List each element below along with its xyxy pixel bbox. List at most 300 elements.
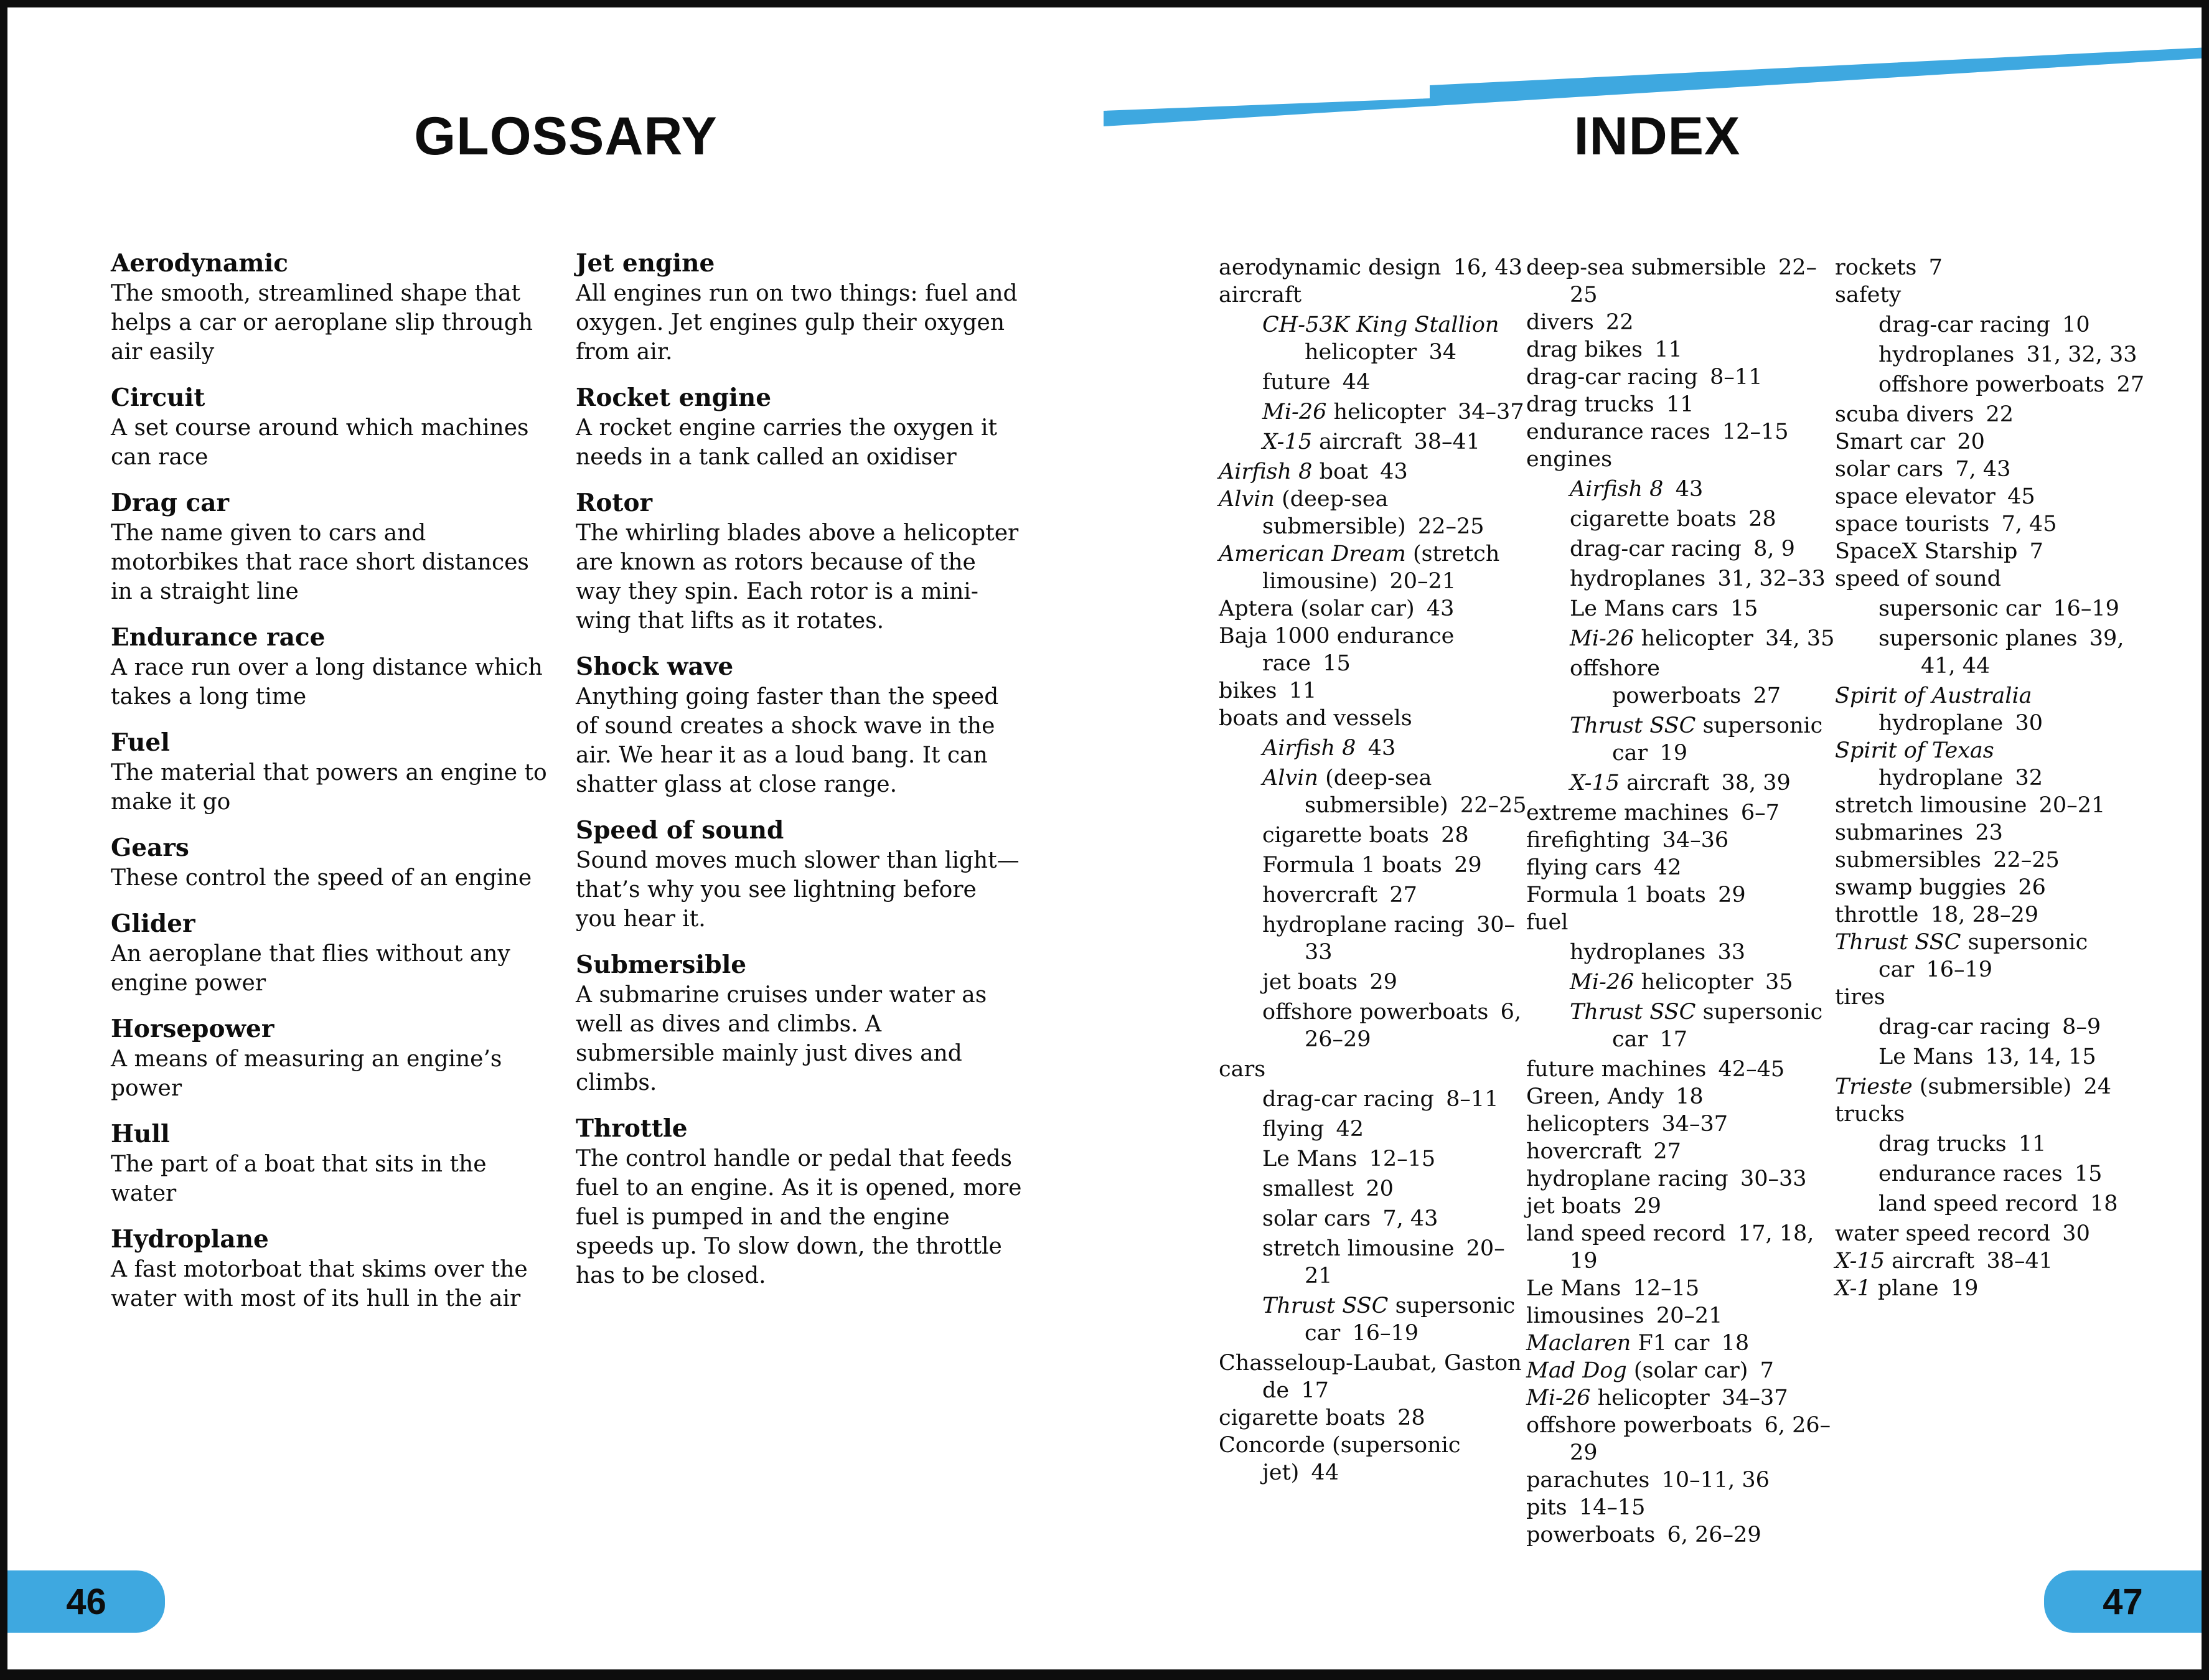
index-entry <box>1219 1115 1527 1143</box>
index-entry-pages: 43 <box>1380 459 1408 484</box>
index-entry <box>1526 309 1835 336</box>
index-entry <box>1219 398 1527 426</box>
index-entry-vehicle-name: Alvin <box>1262 766 1318 791</box>
index-entry <box>1219 1086 1527 1113</box>
index-entry <box>1526 799 1835 827</box>
index-entry-pages: 30 <box>2015 711 2043 736</box>
index-entry-text: flying cars <box>1526 855 1642 880</box>
index-column-3 <box>1835 254 2160 1302</box>
glossary-entry <box>576 487 1024 636</box>
index-entry <box>1526 827 1835 854</box>
index-entry-pages: 6, 26–29 <box>1305 1000 1521 1052</box>
glossary-column-1 <box>111 248 554 1329</box>
index-entry <box>1219 822 1527 849</box>
index-entry <box>1219 705 1527 732</box>
glossary-term: Throttle <box>576 1114 688 1143</box>
index-entry-text: Baja 1000 endurance race <box>1219 624 1455 676</box>
index-entry <box>1526 418 1835 446</box>
index-entry <box>1835 1100 2160 1128</box>
glossary-entry <box>576 949 1024 1097</box>
index-entry-pages: 24 <box>2083 1074 2111 1099</box>
glossary-definition: A rocket engine carries the oxygen it needs in a tank called an oxidiser <box>576 415 997 470</box>
index-entry <box>1526 1357 1835 1384</box>
index-entry <box>1835 983 2160 1011</box>
index-entry-text: solar cars <box>1262 1206 1371 1231</box>
index-entry-vehicle-name: X-1 <box>1835 1276 1871 1301</box>
index-entry <box>1526 1275 1835 1302</box>
index-entry-text: endurance races <box>1526 420 1710 444</box>
index-entry <box>1526 446 1835 473</box>
index-entry <box>1219 677 1527 705</box>
index-entry-pages: 43 <box>1367 736 1396 761</box>
index-entry <box>1835 1275 2160 1302</box>
index-column-1 <box>1219 254 1527 1486</box>
index-entry-text: Aptera (solar car) <box>1219 596 1415 621</box>
index-entry-pages: 18 <box>2089 1191 2118 1216</box>
index-entry <box>1526 1220 1835 1275</box>
index-entry <box>1219 1292 1527 1347</box>
glossary-definition: The name given to cars and motorbikes that race short distances in a straight line <box>111 520 529 604</box>
index-entry-pages: 11 <box>1288 678 1317 703</box>
index-entry-text: aircraft <box>1219 283 1302 307</box>
index-entry-pages: 34–37 <box>1722 1386 1788 1410</box>
index-entry <box>1219 540 1527 595</box>
index-entry-text: hydroplanes <box>1570 940 1706 965</box>
index-entry <box>1835 682 2160 737</box>
index-entry-vehicle-name: Airfish 8 <box>1262 736 1356 761</box>
index-entry-text: tires <box>1835 985 1885 1010</box>
index-entry-pages: 28 <box>1441 823 1469 848</box>
glossary-entry <box>111 487 554 606</box>
index-entry-pages: 22–25 <box>1993 848 2060 873</box>
glossary-entry <box>111 622 554 711</box>
index-entry-text: solar cars <box>1835 457 1944 482</box>
index-entry <box>1835 565 2160 593</box>
index-entry-text: land speed record <box>1878 1191 2078 1216</box>
index-entry-text: divers <box>1526 310 1594 335</box>
index-entry <box>1219 1235 1527 1290</box>
glossary-definition: The smooth, streamlined shape that helps a car or aeroplane slip through air easily <box>111 281 533 365</box>
index-entry-pages: 43 <box>1426 596 1455 621</box>
glossary-definition: A set course around which machines can race <box>111 415 529 470</box>
index-entry-text: powerboats <box>1526 1523 1656 1547</box>
index-entry <box>1219 1349 1527 1404</box>
index-entry-vehicle-name: Trieste <box>1835 1074 1913 1099</box>
index-entry <box>1219 1145 1527 1173</box>
glossary-entry <box>576 382 1024 472</box>
index-entry-text: SpaceX Starship <box>1835 539 2018 564</box>
glossary-term: Gears <box>111 833 189 862</box>
index-entry-text: pits <box>1526 1495 1567 1520</box>
index-entry-pages: 29 <box>1454 853 1482 878</box>
index-entry-text: Le Mans cars <box>1570 596 1719 621</box>
index-entry-text: space elevator <box>1835 484 1996 509</box>
glossary-definition: Anything going faster than the speed of sound creates a shock wave in the air. We hear it as a loud bang. It can shatter glass at close range. <box>576 684 999 797</box>
glossary-column-2 <box>576 248 1024 1306</box>
index-entry-pages: 22–25 <box>1417 514 1484 539</box>
index-entry-pages: 23 <box>1975 820 2003 845</box>
index-entry <box>1835 341 2160 368</box>
index-entry-pages: 27 <box>1653 1139 1681 1164</box>
index-entry-pages: 20–21 <box>1305 1236 1505 1288</box>
glossary-term: Glider <box>111 909 195 938</box>
glossary-term: Circuit <box>111 383 205 412</box>
index-entry-pages: 18 <box>1676 1084 1704 1109</box>
glossary-term: Speed of sound <box>576 816 784 845</box>
index-entry-pages: 38, 39 <box>1721 771 1791 795</box>
index-entry-text: throttle <box>1835 903 1919 927</box>
index-entry <box>1835 281 2160 309</box>
index-entry-pages: 43 <box>1675 477 1704 502</box>
index-entry-pages: 12–15 <box>1369 1147 1436 1171</box>
index-entry <box>1835 510 2160 538</box>
glossary-term: Hydroplane <box>111 1225 269 1254</box>
glossary-definition: All engines run on two things: fuel and oxygen. Jet engines gulp their oxygen from air. <box>576 281 1018 365</box>
index-entry-pages: 11 <box>1654 337 1682 362</box>
index-entry-text: Chasseloup-Laubat, Gaston de <box>1219 1351 1522 1403</box>
index-entry-text: helicopter <box>1326 400 1446 425</box>
index-entry <box>1219 486 1527 540</box>
index-entry-text: drag-car racing <box>1878 1015 2050 1039</box>
index-entry-pages: 7, 45 <box>2001 512 2057 537</box>
index-entry-pages: 15 <box>1730 596 1758 621</box>
index-entry <box>1526 535 1835 563</box>
index-entry-pages: 28 <box>1748 507 1776 532</box>
glossary-term: Aerodynamic <box>111 249 289 278</box>
index-entry <box>1526 254 1835 309</box>
index-entry <box>1835 792 2160 819</box>
index-entry-pages: 45 <box>2007 484 2035 509</box>
index-entry-text: drag-car racing <box>1570 537 1742 561</box>
index-entry <box>1526 1165 1835 1193</box>
index-entry-text: helicopter <box>1634 626 1753 651</box>
index-entry-text: hydroplane racing <box>1262 913 1465 937</box>
index-entry-text: space tourists <box>1835 512 1990 537</box>
index-entry-pages: 17, 18, 19 <box>1570 1221 1814 1274</box>
glossary-entry <box>111 1224 554 1313</box>
index-entry <box>1219 969 1527 996</box>
index-entry <box>1835 1013 2160 1041</box>
index-entry <box>1219 281 1527 309</box>
index-entry-pages: 8–11 <box>1710 365 1763 390</box>
index-entry-text: jet boats <box>1262 970 1358 995</box>
glossary-definition: The part of a boat that sits in the water <box>111 1152 487 1206</box>
index-entry <box>1526 1083 1835 1110</box>
index-entry-vehicle-name: Mi-26 <box>1526 1386 1591 1410</box>
index-entry-pages: 22–25 <box>1570 255 1817 307</box>
glossary-definition: Sound moves much slower than light—that’s why you see lightning before you hear it. <box>576 848 1020 932</box>
glossary-entry <box>576 651 1024 799</box>
index-entry <box>1219 254 1527 281</box>
index-entry <box>1526 1110 1835 1138</box>
index-entry-text: boats and vessels <box>1219 706 1412 731</box>
index-entry-pages: 20–21 <box>1389 569 1456 594</box>
index-entry-pages: 33 <box>1717 940 1745 965</box>
index-entry <box>1835 1130 2160 1158</box>
glossary-entry <box>111 1013 554 1103</box>
left-page-number-badge <box>7 1570 165 1633</box>
index-entry-text: cigarette boats <box>1219 1405 1386 1430</box>
index-entry <box>1219 368 1527 396</box>
index-entry-pages: 11 <box>2018 1132 2047 1157</box>
glossary-term: Drag car <box>111 489 230 517</box>
index-entry-pages: 8, 9 <box>1753 537 1795 561</box>
index-entry <box>1835 456 2160 483</box>
index-entry-text: drag bikes <box>1526 337 1643 362</box>
index-entry-pages: 6–7 <box>1740 800 1780 825</box>
index-entry-pages: 15 <box>1323 651 1351 676</box>
index-entry <box>1219 1432 1527 1486</box>
index-entry-vehicle-name: Maclaren <box>1526 1331 1631 1356</box>
index-entry-vehicle-name: Thrust SSC <box>1835 930 1961 955</box>
index-entry <box>1835 1220 2160 1247</box>
right-page-number: 47 <box>2103 1581 2143 1622</box>
index-entry-vehicle-name: X-15 <box>1570 771 1620 795</box>
glossary-page-title: GLOSSARY <box>414 106 718 166</box>
glossary-entry <box>111 248 554 367</box>
index-entry <box>1526 998 1835 1053</box>
right-page-number-badge <box>2044 1570 2202 1633</box>
index-entry <box>1526 1384 1835 1412</box>
index-entry <box>1526 565 1835 593</box>
glossary-definition: An aeroplane that flies without any engine power <box>111 941 510 996</box>
index-entry-pages: 30–33 <box>1305 913 1516 965</box>
index-entry-pages: 32 <box>2015 766 2043 791</box>
index-entry <box>1526 1466 1835 1494</box>
index-entry-text: supersonic planes <box>1878 626 2078 651</box>
index-entry-text: future machines <box>1526 1057 1707 1082</box>
index-entry <box>1835 847 2160 874</box>
index-entry <box>1526 969 1835 996</box>
index-entry <box>1219 1175 1527 1203</box>
index-entry-text: F1 car <box>1631 1331 1710 1356</box>
index-entry-pages: 6, 26–29 <box>1570 1413 1831 1465</box>
index-entry-text: safety <box>1835 283 1902 307</box>
index-entry-text: smallest <box>1262 1176 1354 1201</box>
index-entry <box>1219 595 1527 622</box>
index-entry-text: plane <box>1870 1276 1939 1301</box>
index-entry-pages: 22 <box>1986 402 2014 427</box>
index-entry-text: offshore powerboats <box>1262 1000 1489 1025</box>
index-entry-pages: 42 <box>1336 1117 1364 1142</box>
glossary-definition: A means of measuring an engine’s power <box>111 1046 502 1101</box>
index-entry-vehicle-name: Mi-26 <box>1570 970 1634 995</box>
index-entry-text: supersonic car <box>1612 1000 1823 1052</box>
index-entry-pages: 34–36 <box>1662 828 1729 853</box>
index-entry-text: Le Mans <box>1262 1147 1358 1171</box>
index-entry <box>1835 929 2160 983</box>
index-entry-pages: 27 <box>1389 883 1417 908</box>
index-entry-pages: 17 <box>1301 1378 1329 1403</box>
index-entry-text: offshore powerboats <box>1878 372 2105 397</box>
index-entry-pages: 8–11 <box>1446 1087 1499 1112</box>
index-entry-pages: 30 <box>2062 1221 2090 1246</box>
index-entry-text: speed of sound <box>1835 566 2001 591</box>
index-entry <box>1526 655 1835 710</box>
index-entry-text: bikes <box>1219 678 1277 703</box>
index-entry-pages: 14–15 <box>1578 1495 1646 1520</box>
glossary-term: Horsepower <box>111 1015 274 1043</box>
index-entry-pages: 22 <box>1606 310 1634 335</box>
index-entry-text: offshore powerboats <box>1570 656 1742 708</box>
index-entry-pages: 18 <box>1721 1331 1750 1356</box>
glossary-definition: The whirling blades above a helicopter are known as rotors because of the way they spin. Each rotor is a mini-wing that lifts as it rotates. <box>576 520 1019 634</box>
index-entry-text: aircraft <box>1885 1249 1975 1274</box>
index-entry-text: (deep-sea submersible) <box>1305 766 1448 818</box>
index-entry-text: helicopter <box>1590 1386 1710 1410</box>
index-entry-text: Concorde (supersonic jet) <box>1219 1433 1461 1485</box>
index-entry <box>1835 483 2160 510</box>
index-entry-pages: 10 <box>2062 312 2090 337</box>
index-entry-text: (solar car) <box>1626 1358 1748 1383</box>
index-entry-pages: 20 <box>1366 1176 1394 1201</box>
index-column-2 <box>1526 254 1835 1549</box>
glossary-definition: These control the speed of an engine <box>111 865 532 891</box>
index-entry <box>1835 1043 2160 1071</box>
index-entry <box>1219 622 1527 677</box>
index-entry <box>1526 1302 1835 1330</box>
index-entry-text: stretch limousine <box>1835 793 2027 818</box>
glossary-definition: The control handle or pedal that feeds fuel to an engine. As it is opened, more fuel is pumped in and the engine speeds up. To slow down, the throttle has to be closed. <box>576 1146 1022 1288</box>
index-entry-text: hydroplane racing <box>1526 1166 1728 1191</box>
index-entry-vehicle-name: Airfish 8 <box>1570 477 1664 502</box>
glossary-term: Hull <box>111 1120 170 1148</box>
index-entry-vehicle-name: CH-53K King Stallion <box>1262 312 1499 337</box>
index-entry <box>1219 311 1527 366</box>
index-entry-pages: 19 <box>1950 1276 1979 1301</box>
index-entry-text: cigarette boats <box>1570 507 1737 532</box>
index-entry-pages: 31, 32–33 <box>1717 566 1826 591</box>
index-entry-vehicle-name: X-15 <box>1262 429 1313 454</box>
index-entry <box>1526 1138 1835 1165</box>
index-entry-vehicle-name: Spirit of Texas <box>1835 738 1994 763</box>
index-entry-pages: 34, 35 <box>1765 626 1835 651</box>
index-entry-pages: 16–19 <box>2053 596 2119 621</box>
index-entry-text: submersibles <box>1835 848 1981 873</box>
index-entry-pages: 22–25 <box>1460 793 1527 818</box>
index-entry-pages: 16, 43 <box>1453 255 1522 280</box>
index-entry-vehicle-name: Mi-26 <box>1262 400 1327 425</box>
index-entry-pages: 20–21 <box>2038 793 2106 818</box>
index-entry-text: supersonic car <box>1305 1293 1516 1346</box>
index-entry <box>1526 625 1835 652</box>
index-entry <box>1219 852 1527 879</box>
glossary-term: Submersible <box>576 950 747 979</box>
index-entry <box>1219 428 1527 456</box>
index-entry-pages: 34 <box>1428 340 1457 365</box>
index-entry-pages: 15 <box>2074 1161 2103 1186</box>
index-entry <box>1219 458 1527 486</box>
index-entry-text: Le Mans <box>1878 1044 1974 1069</box>
index-entry-text: cigarette boats <box>1262 823 1429 848</box>
index-entry <box>1219 998 1527 1053</box>
index-entry-text: firefighting <box>1526 828 1651 853</box>
index-entry-pages: 44 <box>1311 1460 1339 1485</box>
index-entry <box>1835 538 2160 565</box>
index-entry-text: submarines <box>1835 820 1964 845</box>
index-entry-pages: 26 <box>2018 875 2046 900</box>
index-entry-pages: 7 <box>1760 1358 1774 1383</box>
index-entry-text: engines <box>1526 447 1613 472</box>
index-entry <box>1526 1330 1835 1357</box>
glossary-definition: The material that powers an engine to make it go <box>111 760 547 815</box>
index-entry-text: Smart car <box>1835 429 1946 454</box>
index-entry-text: Green, Andy <box>1526 1084 1664 1109</box>
index-entry-text: drag trucks <box>1878 1132 2007 1157</box>
index-entry-text: helicopters <box>1526 1112 1650 1137</box>
index-entry-pages: 10–11, 36 <box>1661 1468 1770 1493</box>
index-entry-pages: 19 <box>1659 741 1687 766</box>
index-entry-pages: 31, 32, 33 <box>2026 342 2137 367</box>
index-entry-vehicle-name: Mi-26 <box>1570 626 1634 651</box>
index-entry <box>1835 595 2160 622</box>
index-entry-pages: 7 <box>1928 255 1943 280</box>
index-entry-text: scuba divers <box>1835 402 1974 427</box>
index-entry-text: drag-car racing <box>1262 1087 1434 1112</box>
index-entry-text: parachutes <box>1526 1468 1650 1493</box>
index-entry-pages: 29 <box>1633 1194 1661 1219</box>
index-entry <box>1526 505 1835 533</box>
index-entry-pages: 29 <box>1718 883 1746 908</box>
index-entry <box>1835 428 2160 456</box>
glossary-definition: A fast motorboat that skims over the water with most of its hull in the air <box>111 1257 528 1312</box>
index-entry <box>1835 625 2160 680</box>
index-entry <box>1219 1404 1527 1432</box>
index-entry-text: fuel <box>1526 910 1569 935</box>
index-entry <box>1526 1494 1835 1521</box>
index-entry-text: hydroplanes <box>1878 342 2015 367</box>
index-entry-text: hovercraft <box>1526 1139 1642 1164</box>
index-page-title: INDEX <box>1574 106 1741 166</box>
index-entry-pages: 34–37 <box>1661 1112 1728 1137</box>
index-entry-pages: 39, 41, 44 <box>1921 626 2124 678</box>
index-entry-pages: 29 <box>1369 970 1397 995</box>
glossary-term: Rotor <box>576 489 652 517</box>
index-entry-text: hydroplane <box>1878 711 2004 736</box>
index-entry-text: rockets <box>1835 255 1917 280</box>
index-entry <box>1835 901 2160 929</box>
index-entry-text: future <box>1262 370 1331 395</box>
index-entry-pages: 20 <box>1957 429 1985 454</box>
index-entry-pages: 30–33 <box>1740 1166 1807 1191</box>
index-entry <box>1526 1521 1835 1549</box>
index-entry-vehicle-name: Spirit of Australia <box>1835 683 2032 708</box>
glossary-entry <box>576 248 1024 367</box>
index-entry-text: flying <box>1262 1117 1325 1142</box>
index-entry-vehicle-name: Alvin <box>1219 487 1275 512</box>
index-entry <box>1219 1056 1527 1083</box>
glossary-term: Jet engine <box>576 249 715 278</box>
index-entry <box>1835 1190 2160 1218</box>
glossary-entry <box>111 832 554 893</box>
index-entry <box>1526 336 1835 364</box>
glossary-entry <box>111 727 554 817</box>
glossary-entry <box>111 1119 554 1208</box>
index-entry <box>1526 1412 1835 1466</box>
glossary-term: Shock wave <box>576 652 734 681</box>
index-entry-pages: 8–9 <box>2062 1015 2101 1039</box>
index-entry <box>1526 769 1835 797</box>
index-entry-text: limousines <box>1526 1303 1644 1328</box>
index-entry <box>1835 254 2160 281</box>
index-entry-text: trucks <box>1835 1102 1905 1127</box>
index-entry-text: Formula 1 boats <box>1262 853 1442 878</box>
index-entry-pages: 44 <box>1342 370 1371 395</box>
index-entry-text: extreme machines <box>1526 800 1729 825</box>
index-entry <box>1835 819 2160 847</box>
index-entry-pages: 42–45 <box>1718 1057 1785 1082</box>
index-entry-text: Formula 1 boats <box>1526 883 1706 908</box>
